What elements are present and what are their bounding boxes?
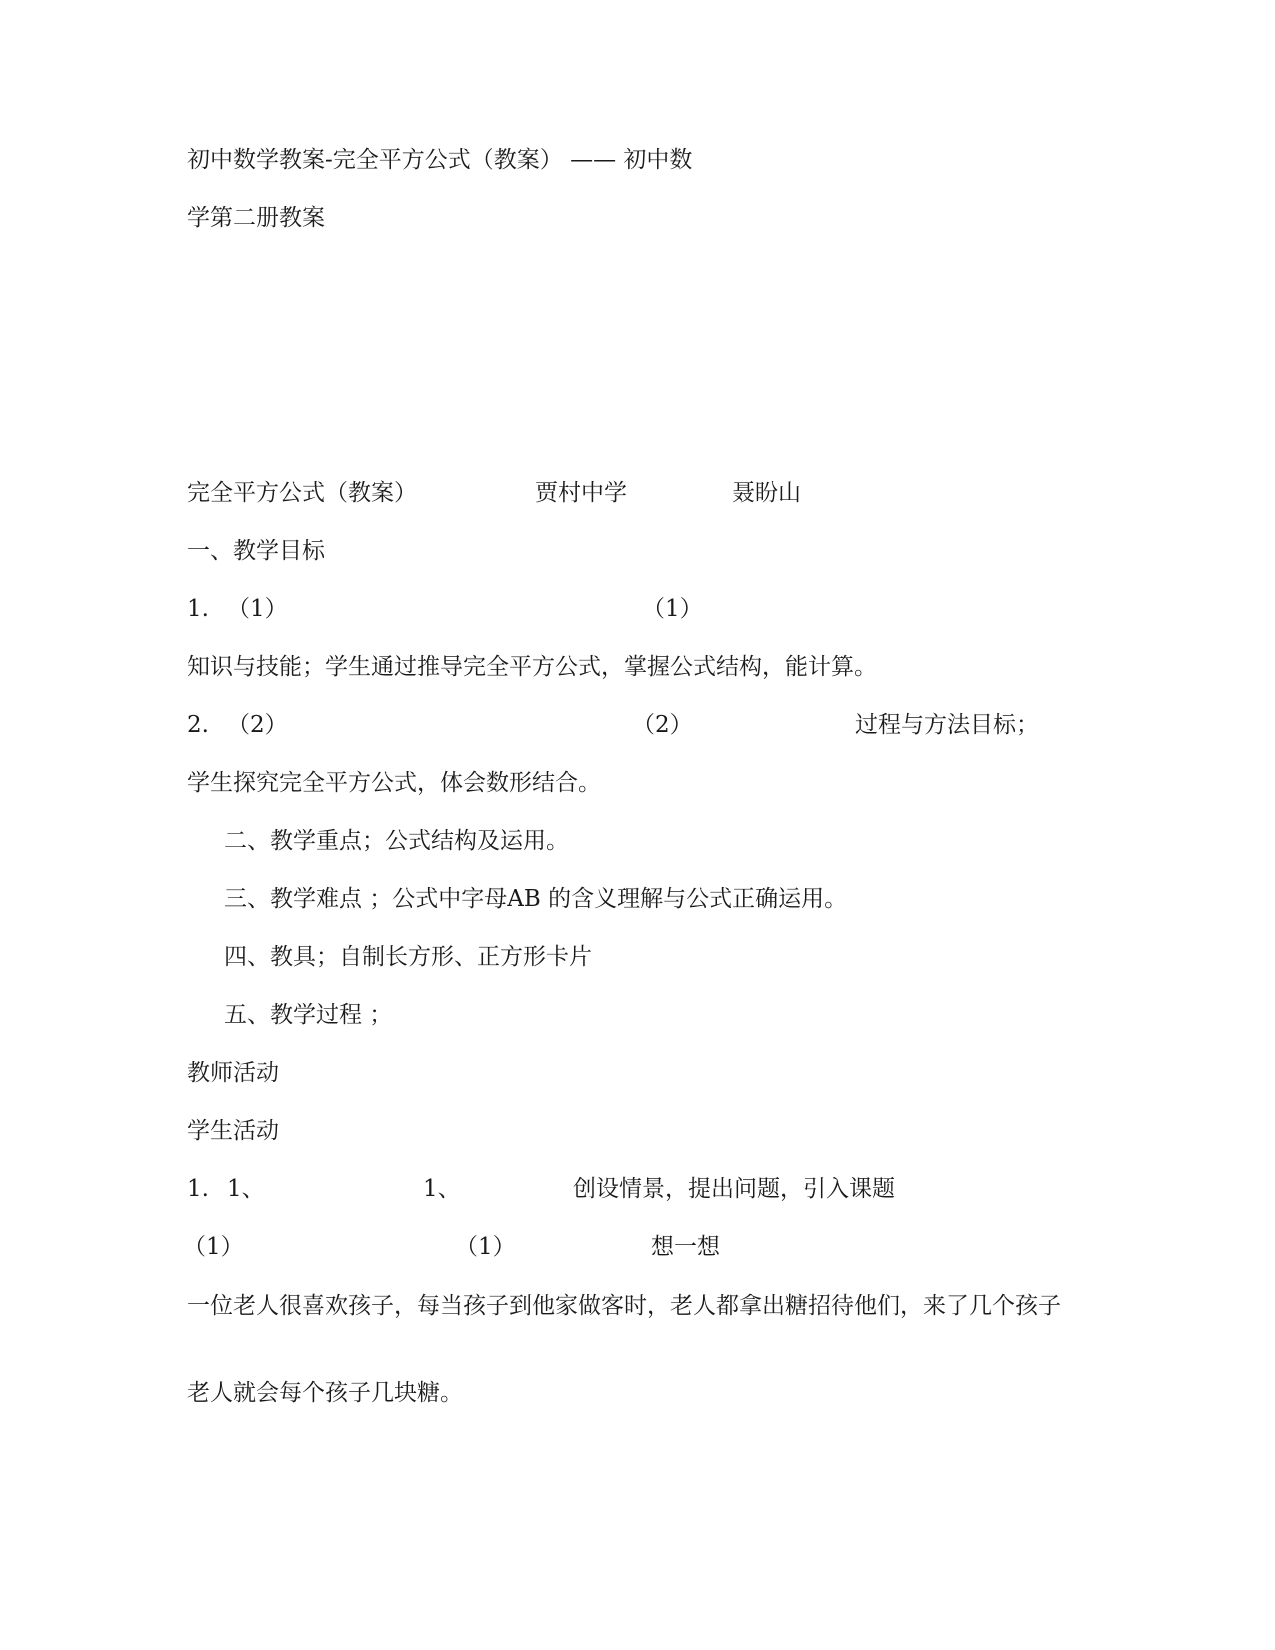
step-title: 创设情景，提出问题，引入课题 bbox=[573, 1176, 895, 1202]
item-number: 2. bbox=[187, 712, 209, 738]
section-tools: 四、教具；自制长方形、正方形卡片 bbox=[224, 944, 592, 970]
step-marker: 1、 bbox=[227, 1176, 265, 1202]
item-marker: （1） bbox=[642, 596, 703, 622]
goal-item-1-text: 知识与技能；学生通过推导完全平方公式，掌握公式结构，能计算。 bbox=[187, 654, 877, 680]
item-marker: （2） bbox=[227, 712, 288, 738]
item-number: 1. bbox=[187, 596, 209, 622]
item-marker: （2） bbox=[632, 712, 693, 738]
section-process: 五、教学过程 ； bbox=[224, 1002, 393, 1028]
sub-title: 想一想 bbox=[651, 1234, 720, 1260]
item-marker: （1） bbox=[227, 596, 288, 622]
section-key-point: 二、教学重点；公式结构及运用。 bbox=[224, 828, 569, 854]
step-marker: 1、 bbox=[423, 1176, 461, 1202]
section-goals-heading: 一、教学目标 bbox=[187, 538, 325, 564]
teacher-activity-label: 教师活动 bbox=[187, 1060, 279, 1086]
doc-title-line-2: 学第二册教案 bbox=[187, 205, 325, 231]
section-difficulty: 三、教学难点 ；公式中字母AB 的含义理解与公式正确运用。 bbox=[224, 886, 848, 912]
sub-marker: （1） bbox=[455, 1234, 516, 1260]
school-name: 贾村中学 bbox=[535, 480, 627, 506]
doc-title-line-1: 初中数学教案-完全平方公式（教案） —— 初中数 bbox=[187, 147, 693, 173]
story-paragraph: 一位老人很喜欢孩子，每当孩子到他家做客时，老人都拿出糖招待他们，来了几个孩子 bbox=[187, 1293, 1061, 1319]
step-number: 1. bbox=[187, 1176, 209, 1202]
author-name: 聂盼山 bbox=[732, 480, 801, 506]
lesson-title: 完全平方公式（教案） bbox=[187, 480, 417, 506]
story-paragraph-continued: 老人就会每个孩子几块糖。 bbox=[187, 1380, 463, 1406]
item-label: 过程与方法目标； bbox=[855, 712, 1039, 738]
goal-item-2-text: 学生探究完全平方公式，体会数形结合。 bbox=[187, 770, 601, 796]
student-activity-label: 学生活动 bbox=[187, 1118, 279, 1144]
sub-marker: （1） bbox=[183, 1234, 244, 1260]
